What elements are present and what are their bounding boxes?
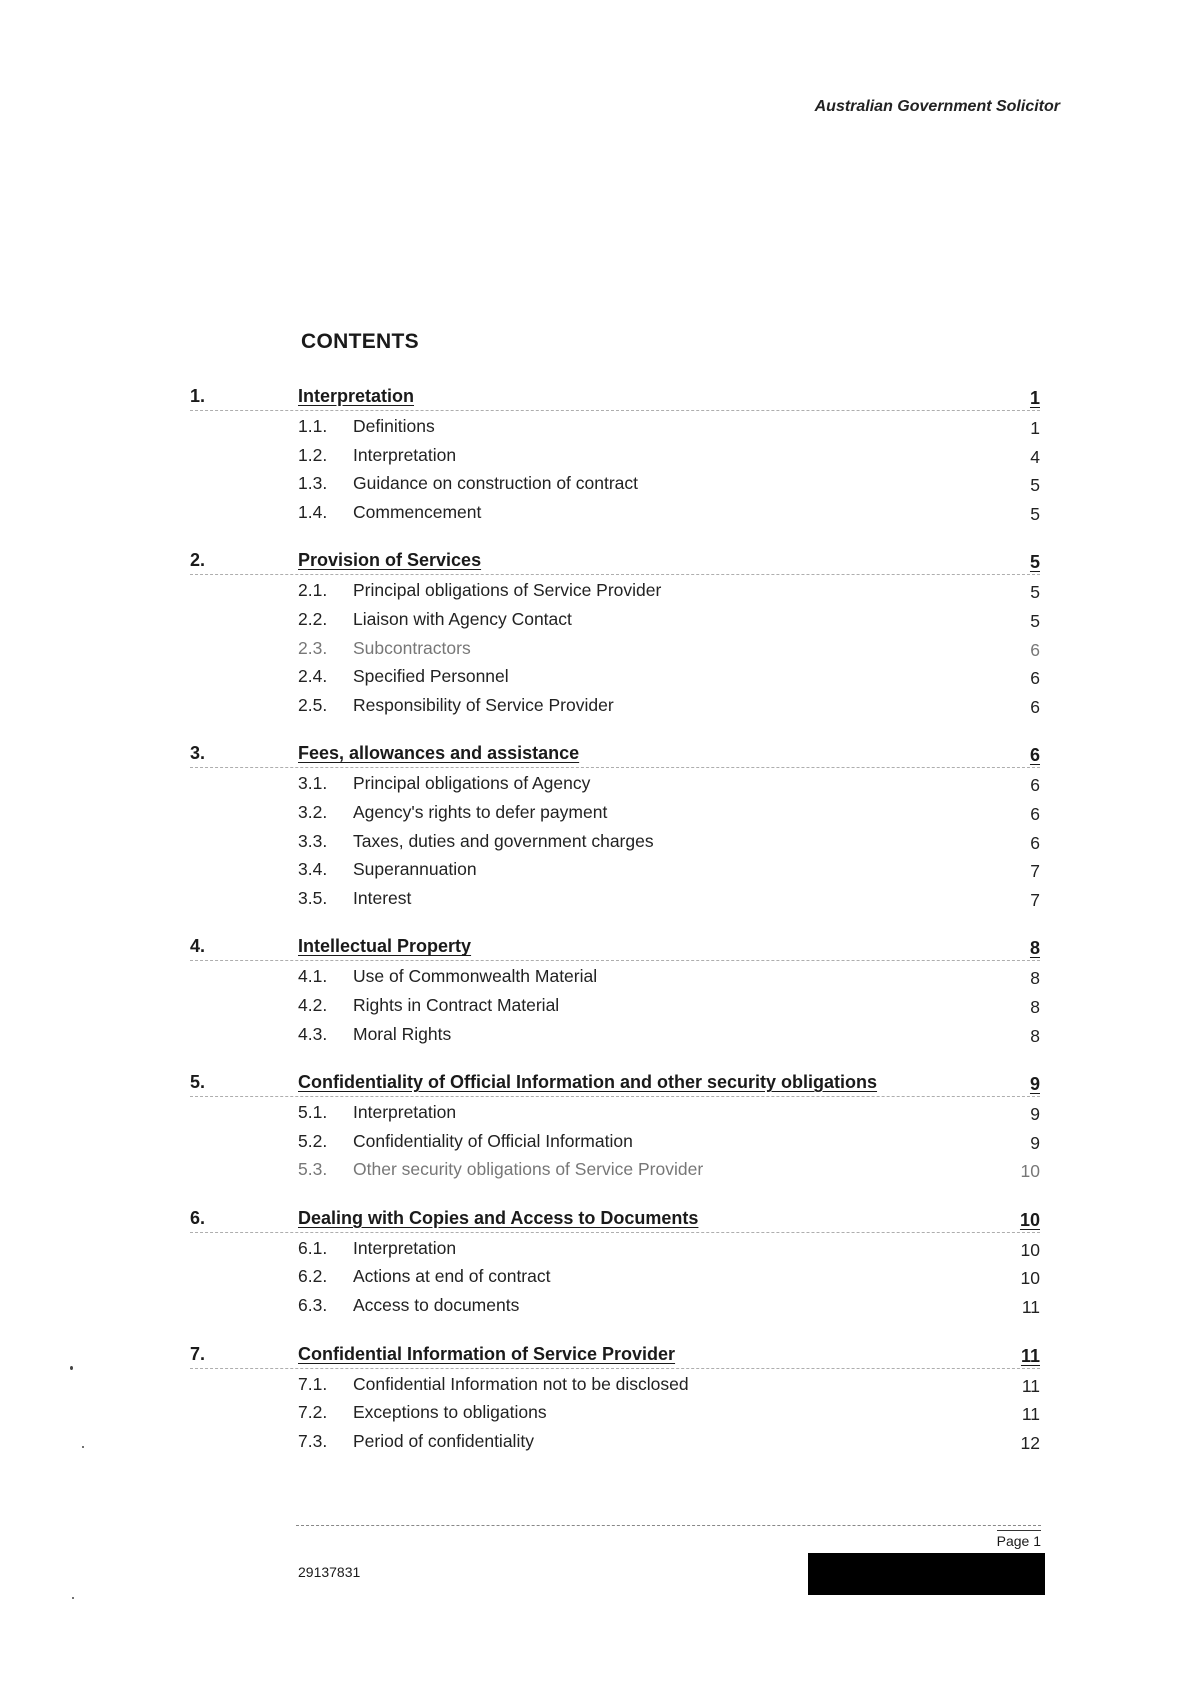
entry-title: Specified Personnel [353, 666, 509, 687]
entry-number: 1.3. [298, 473, 328, 494]
entry-number: 4.3. [298, 1023, 328, 1044]
entry-page-number: 8 [1030, 968, 1040, 989]
entry-number: 3.1. [298, 773, 328, 794]
toc-entry [0, 802, 1191, 831]
toc-entry [0, 580, 1191, 609]
toc-entry [0, 445, 1191, 474]
entry-number: 3.4. [298, 859, 328, 880]
toc-entry [0, 1024, 1191, 1053]
entry-title: Use of Commonwealth Material [353, 966, 598, 987]
toc-section [0, 1208, 1191, 1324]
entry-page-number: 10 [1020, 1239, 1040, 1260]
section-title: Confidential Information of Service Provider [298, 1343, 676, 1364]
toc-entry [0, 502, 1191, 531]
leader-line [190, 574, 1040, 575]
section-page-number: 5 [1029, 552, 1040, 573]
footer-divider [296, 1525, 1041, 1526]
entry-page-number: 6 [1030, 803, 1040, 824]
toc-entry [0, 966, 1191, 995]
scan-speck [72, 1597, 74, 1599]
section-title: Provision of Services [298, 550, 482, 571]
toc-entry [0, 1102, 1191, 1131]
entry-page-number: 9 [1030, 1104, 1040, 1125]
toc-entry [0, 473, 1191, 502]
toc-section [0, 550, 1191, 723]
toc-section-heading [0, 743, 1191, 773]
entry-title: Commencement [353, 501, 482, 522]
entry-title: Interpretation [353, 1237, 457, 1258]
entry-number: 2.1. [298, 580, 328, 601]
toc-entry [0, 1402, 1191, 1431]
leader-line [190, 1096, 1040, 1097]
entry-page-number: 5 [1030, 503, 1040, 524]
entry-number: 1.4. [298, 501, 328, 522]
toc-section [0, 743, 1191, 916]
entry-page-number: 6 [1030, 832, 1040, 853]
entry-number: 6.1. [298, 1237, 328, 1258]
entry-title: Principal obligations of Service Provider [353, 580, 662, 601]
toc-entry [0, 1238, 1191, 1267]
section-number: 5. [190, 1072, 206, 1093]
entry-number: 1.2. [298, 444, 328, 465]
entry-title: Confidential Information not to be disclosed [353, 1373, 689, 1394]
entry-title: Superannuation [353, 859, 477, 880]
toc-section [0, 386, 1191, 530]
toc-entry [0, 1374, 1191, 1403]
toc-section-heading [0, 1072, 1191, 1102]
section-title: Dealing with Copies and Access to Documents [298, 1207, 699, 1228]
section-title: Intellectual Property [298, 936, 472, 957]
entry-title: Confidentiality of Official Information [353, 1130, 633, 1151]
entry-number: 6.2. [298, 1266, 328, 1287]
toc-entry [0, 1159, 1191, 1188]
toc-entry [0, 609, 1191, 638]
toc-entry [0, 1266, 1191, 1295]
toc-section [0, 1344, 1191, 1460]
entry-page-number: 5 [1030, 475, 1040, 496]
toc-entry [0, 666, 1191, 695]
leader-line [190, 410, 1040, 411]
entry-title: Access to documents [353, 1295, 520, 1316]
section-number: 3. [190, 743, 206, 764]
toc-entry [0, 831, 1191, 860]
entry-page-number: 10 [1020, 1161, 1040, 1182]
toc-entry [0, 773, 1191, 802]
section-page-number: 8 [1029, 938, 1040, 959]
section-title: Confidentiality of Official Information and other security obligations [298, 1072, 878, 1093]
toc-entry [0, 695, 1191, 724]
entry-title: Subcontractors [353, 637, 471, 658]
section-number: 6. [190, 1207, 206, 1228]
entry-number: 7.2. [298, 1402, 328, 1423]
entry-page-number: 4 [1030, 446, 1040, 467]
entry-title: Principal obligations of Agency [353, 773, 591, 794]
entry-number: 5.3. [298, 1159, 328, 1180]
table-of-contents [0, 386, 1191, 1479]
entry-page-number: 11 [1021, 1404, 1040, 1425]
entry-number: 1.1. [298, 416, 328, 436]
entry-number: 7.1. [298, 1373, 328, 1394]
entry-title: Definitions [353, 416, 435, 436]
section-page-number: 1 [1029, 388, 1040, 408]
entry-number: 2.3. [298, 637, 328, 658]
entry-page-number: 12 [1020, 1432, 1040, 1453]
entry-number: 7.3. [298, 1430, 328, 1451]
scan-speck [70, 1366, 73, 1370]
entry-page-number: 11 [1021, 1297, 1040, 1318]
toc-section [0, 936, 1191, 1052]
entry-number: 4.2. [298, 994, 328, 1015]
entry-number: 3.2. [298, 801, 328, 822]
footer-page-label: Page 1 [997, 1530, 1041, 1549]
section-page-number: 11 [1020, 1345, 1040, 1366]
entry-title: Taxes, duties and government charges [353, 830, 654, 851]
redaction-block [808, 1553, 1045, 1595]
entry-number: 5.1. [298, 1102, 328, 1123]
section-number: 4. [190, 936, 206, 957]
toc-entry [0, 416, 1191, 445]
section-title: Fees, allowances and assistance [298, 743, 580, 764]
entry-number: 5.2. [298, 1130, 328, 1151]
entry-title: Interest [353, 887, 412, 908]
entry-page-number: 6 [1030, 668, 1040, 689]
toc-entry [0, 638, 1191, 667]
entry-page-number: 11 [1021, 1375, 1040, 1396]
entry-number: 4.1. [298, 966, 328, 987]
entry-page-number: 6 [1030, 639, 1040, 660]
entry-page-number: 1 [1030, 418, 1040, 438]
entry-title: Other security obligations of Service Provider [353, 1159, 704, 1180]
entry-page-number: 7 [1030, 861, 1040, 882]
toc-section-heading [0, 936, 1191, 966]
header-organization: Australian Government Solicitor [814, 98, 1060, 115]
page-title: CONTENTS [301, 330, 419, 353]
toc-section [0, 1072, 1191, 1188]
toc-section-heading [0, 386, 1191, 416]
entry-title: Interpretation [353, 1102, 457, 1123]
leader-line [190, 767, 1040, 768]
entry-page-number: 8 [1030, 996, 1040, 1017]
entry-number: 2.2. [298, 608, 328, 629]
toc-section-heading [0, 550, 1191, 580]
footer-document-number: 29137831 [298, 1564, 361, 1580]
entry-title: Moral Rights [353, 1023, 452, 1044]
entry-number: 2.5. [298, 694, 328, 715]
toc-entry [0, 995, 1191, 1024]
entry-title: Interpretation [353, 444, 457, 465]
entry-page-number: 7 [1030, 889, 1040, 910]
section-number: 2. [190, 550, 206, 571]
entry-page-number: 5 [1030, 610, 1040, 631]
entry-title: Agency's rights to defer payment [353, 801, 608, 822]
section-page-number: 10 [1019, 1209, 1040, 1230]
entry-page-number: 10 [1020, 1268, 1040, 1289]
toc-entry [0, 1431, 1191, 1460]
entry-page-number: 5 [1030, 582, 1040, 603]
entry-title: Rights in Contract Material [353, 994, 560, 1015]
section-number: 1. [190, 386, 206, 406]
leader-line [190, 1368, 1040, 1369]
entry-title: Period of confidentiality [353, 1430, 534, 1451]
entry-page-number: 6 [1030, 775, 1040, 796]
entry-number: 3.3. [298, 830, 328, 851]
entry-title: Responsibility of Service Provider [353, 694, 614, 715]
section-title: Interpretation [298, 386, 415, 406]
entry-title: Liaison with Agency Contact [353, 608, 572, 629]
toc-entry [0, 1295, 1191, 1324]
toc-entry [0, 888, 1191, 917]
entry-page-number: 6 [1030, 696, 1040, 717]
entry-title: Actions at end of contract [353, 1266, 551, 1287]
section-page-number: 6 [1029, 745, 1040, 766]
scan-speck [82, 1446, 84, 1448]
section-page-number: 9 [1029, 1074, 1040, 1095]
entry-page-number: 8 [1030, 1025, 1040, 1046]
leader-line [190, 960, 1040, 961]
section-number: 7. [190, 1343, 206, 1364]
entry-number: 3.5. [298, 887, 328, 908]
toc-entry [0, 859, 1191, 888]
toc-section-heading [0, 1344, 1191, 1374]
leader-line [190, 1232, 1040, 1233]
entry-number: 2.4. [298, 666, 328, 687]
entry-title: Exceptions to obligations [353, 1402, 547, 1423]
toc-entry [0, 1131, 1191, 1160]
toc-section-heading [0, 1208, 1191, 1238]
entry-page-number: 9 [1030, 1132, 1040, 1153]
entry-number: 6.3. [298, 1295, 328, 1316]
entry-title: Guidance on construction of contract [353, 473, 639, 494]
